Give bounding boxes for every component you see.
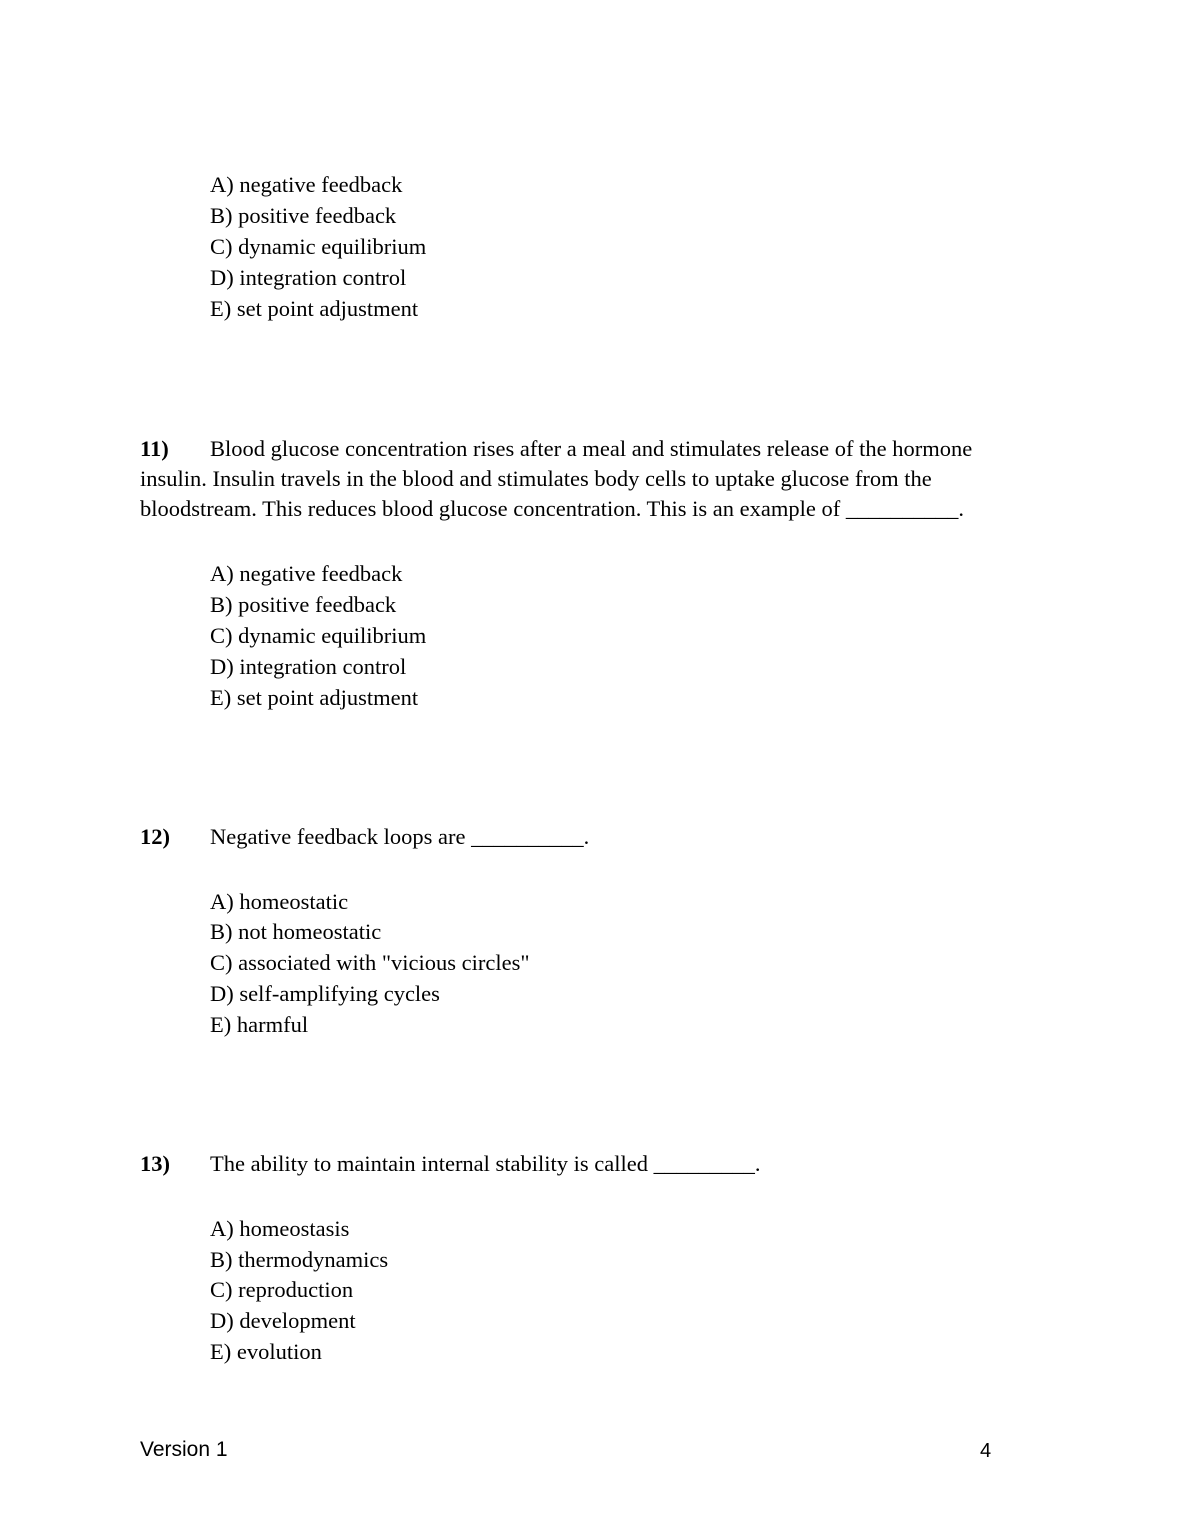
q12-number: 12) (140, 824, 170, 849)
q13-option-a: A) homeostasis (210, 1216, 350, 1241)
q11-option-d: D) integration control (210, 654, 407, 679)
q13-text: The ability to maintain internal stability is called _________. (210, 1151, 761, 1176)
q10-option-a: A) negative feedback (210, 172, 403, 197)
q13-number: 13) (140, 1151, 170, 1176)
q10-option-d: D) integration control (210, 265, 407, 290)
q11-option-c: C) dynamic equilibrium (210, 623, 427, 648)
q11-option-e: E) set point adjustment (210, 685, 419, 710)
q11-number: 11) (140, 436, 169, 461)
q11-text-line-3: bloodstream. This reduces blood glucose concentration. This is an example of __________. (140, 496, 964, 521)
q10-option-e: E) set point adjustment (210, 296, 419, 321)
q12-option-a: A) homeostatic (210, 889, 349, 914)
q10-option-c: C) dynamic equilibrium (210, 234, 427, 259)
footer-version: Version 1 (140, 1438, 228, 1461)
q11-option-a: A) negative feedback (210, 561, 403, 586)
q11-text-line-2: insulin. Insulin travels in the blood and stimulates body cells to uptake glucose from the (140, 466, 932, 491)
q10-option-b: B) positive feedback (210, 203, 397, 228)
q12-option-b: B) not homeostatic (210, 919, 382, 944)
q13-option-e: E) evolution (210, 1339, 322, 1364)
q12-option-d: D) self-amplifying cycles (210, 981, 440, 1006)
q12-option-c: C) associated with "vicious circles" (210, 950, 530, 975)
q13-option-c: C) reproduction (210, 1277, 354, 1302)
q12-text: Negative feedback loops are __________. (210, 824, 590, 849)
q12-option-e: E) harmful (210, 1012, 309, 1037)
q13-option-d: D) development (210, 1308, 356, 1333)
q11-option-b: B) positive feedback (210, 592, 397, 617)
footer-page-number: 4 (980, 1440, 992, 1462)
q13-option-b: B) thermodynamics (210, 1247, 389, 1272)
q11-text-line-1: Blood glucose concentration rises after a meal and stimulates release of the hormone (210, 436, 973, 461)
